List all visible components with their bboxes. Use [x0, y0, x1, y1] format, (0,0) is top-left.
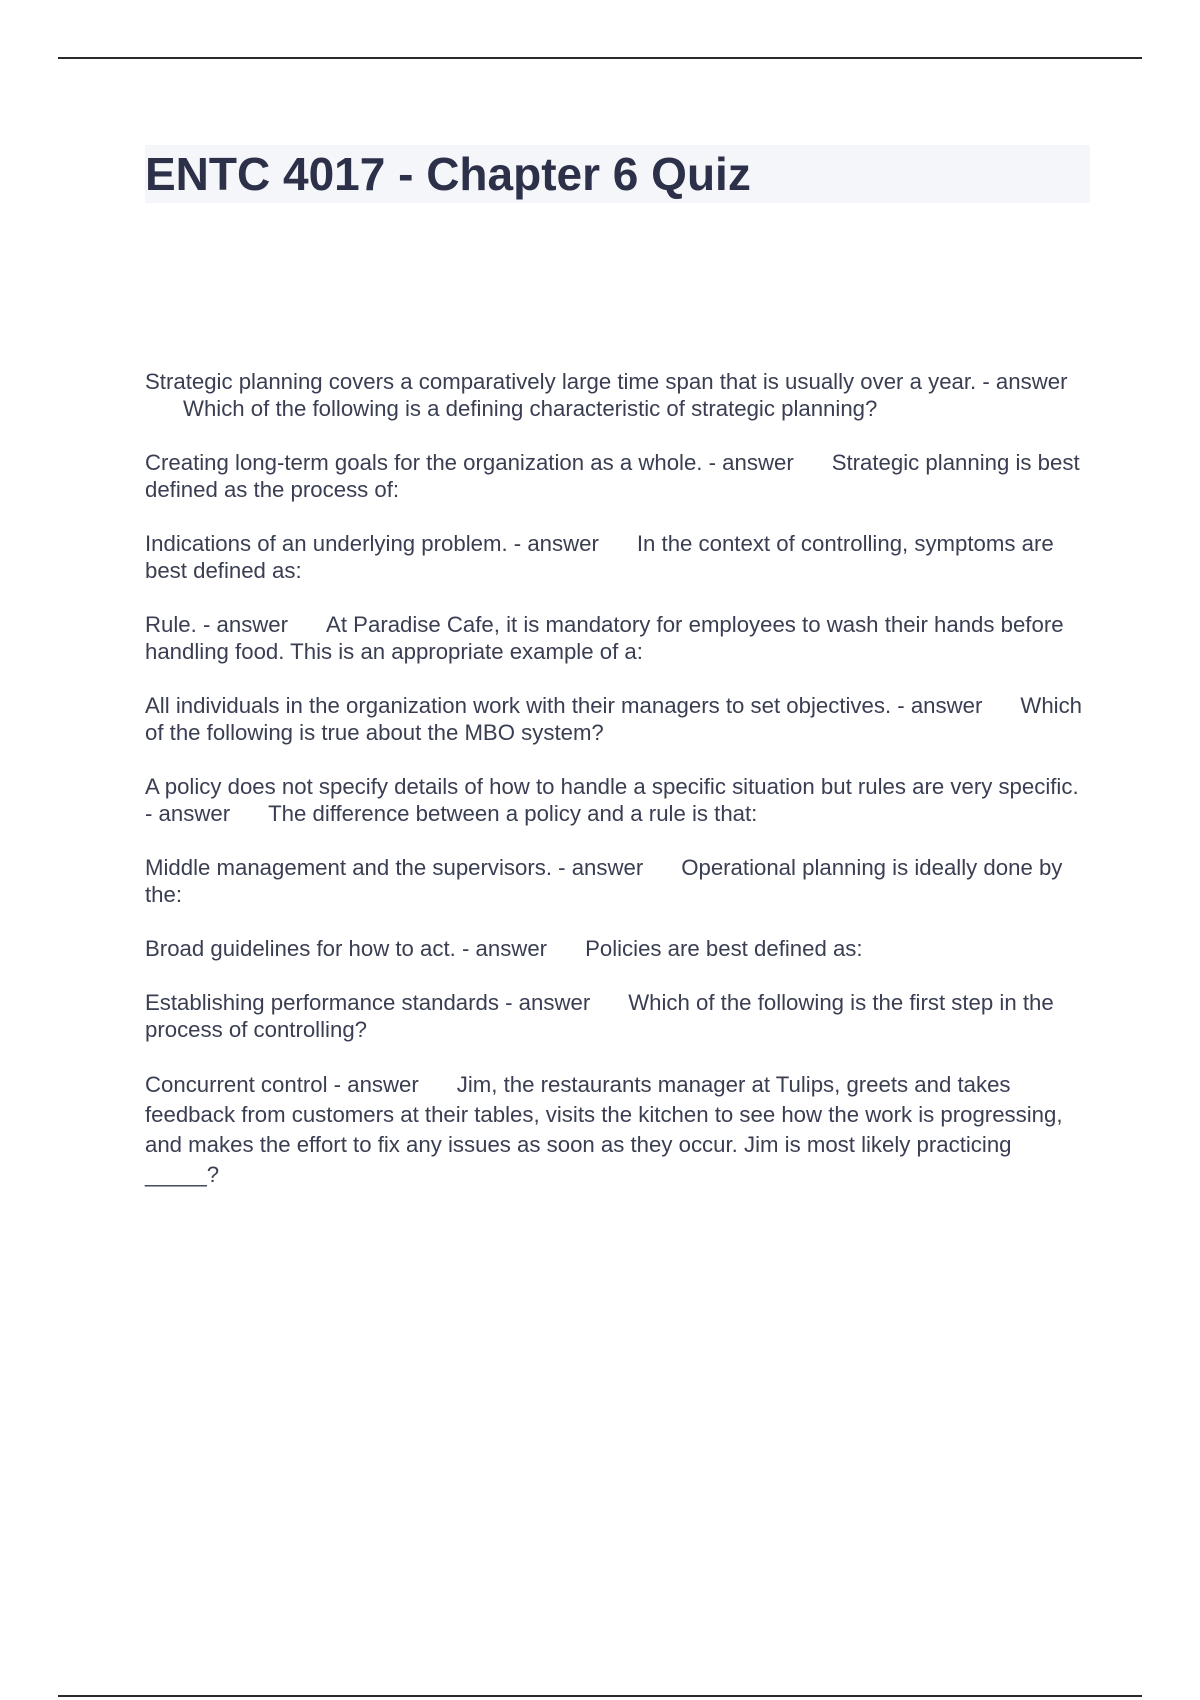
- header-rule: [58, 57, 1142, 59]
- qa-question: In the context of controlling, symptoms are best defined as:: [145, 531, 1054, 583]
- qa-item: [145, 530, 1090, 584]
- qa-answer: Indications of an underlying problem. - answer: [145, 531, 599, 556]
- qa-question: Strategic planning is best defined as the process of:: [145, 450, 1080, 502]
- qa-item: [145, 1070, 1090, 1190]
- qa-answer: Rule. - answer: [145, 612, 289, 637]
- qa-item: [145, 368, 1090, 422]
- qa-item: [145, 611, 1090, 665]
- qa-question: At Paradise Cafe, it is mandatory for employees to wash their hands before handling food. This is an appropriate example of a:: [145, 612, 1064, 664]
- qa-question: Policies are best defined as:: [585, 936, 863, 961]
- qa-item: [145, 854, 1090, 908]
- qa-answer: Creating long-term goals for the organization as a whole. - answer: [145, 450, 794, 475]
- qa-question: Which of the following is a defining characteristic of strategic planning?: [183, 396, 878, 421]
- qa-answer: All individuals in the organization work with their managers to set objectives. - answer: [145, 693, 983, 718]
- qa-question: Which of the following is true about the MBO system?: [145, 693, 1083, 745]
- qa-answer: Concurrent control - answer: [145, 1072, 419, 1097]
- qa-answer: Broad guidelines for how to act. - answer: [145, 936, 548, 961]
- qa-answer: Establishing performance standards - answer: [145, 990, 591, 1015]
- qa-question: The difference between a policy and a rule is that:: [268, 801, 758, 826]
- qa-question: Which of the following is the first step in the process of controlling?: [145, 990, 1054, 1042]
- title-block: [145, 145, 1090, 203]
- footer-rule: [58, 1695, 1142, 1697]
- qa-item: [145, 449, 1090, 503]
- qa-item: [145, 989, 1090, 1043]
- qa-answer: Strategic planning covers a comparatively large time span that is usually over a year. - answer: [145, 369, 1068, 394]
- qa-item: [145, 773, 1090, 827]
- qa-question: Operational planning is ideally done by the:: [145, 855, 1063, 907]
- qa-answer: Middle management and the supervisors. - answer: [145, 855, 644, 880]
- qa-item: [145, 935, 1090, 962]
- qa-question: Jim, the restaurants manager at Tulips, greets and takes feedback from customers at their tables, visits the kitchen to see how the work is progressing, and makes the effort to fix any issues as soon as they occur. Jim is most likely practicing _____?: [145, 1072, 1063, 1187]
- qa-list: [145, 368, 1090, 1217]
- qa-item: [145, 692, 1090, 746]
- page-title: ENTC 4017 - Chapter 6 Quiz: [145, 148, 751, 200]
- qa-answer: A policy does not specify details of how to handle a specific situation but rules are very specific. - answer: [145, 774, 1079, 826]
